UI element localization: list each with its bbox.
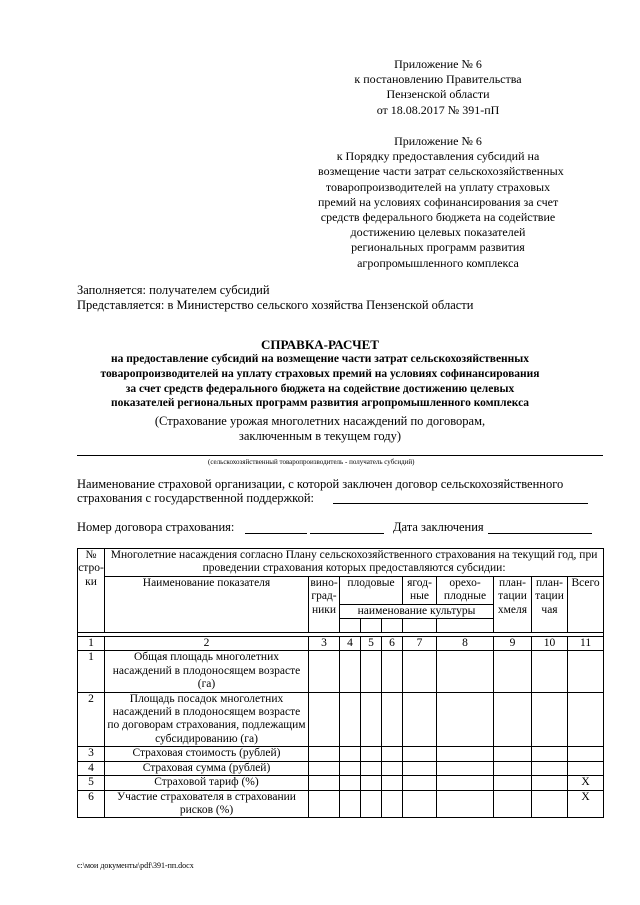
contract-number-line-a[interactable]	[245, 533, 307, 534]
crop-cell[interactable]	[403, 619, 437, 633]
total-cell[interactable]	[568, 761, 604, 775]
hops-header: план-тации хмеля	[494, 576, 532, 632]
data-cell[interactable]	[361, 790, 382, 818]
insurer-label-line1: Наименование страховой организации, с которой заключен договор сельскохозяйственного	[77, 477, 564, 491]
contract-number-line-b[interactable]	[310, 533, 384, 534]
data-cell[interactable]	[494, 747, 532, 761]
data-cell[interactable]	[382, 761, 403, 775]
appendix-to-resolution	[318, 57, 558, 118]
data-cell[interactable]	[437, 747, 494, 761]
data-cell[interactable]	[532, 761, 568, 775]
appendix-line: от 18.08.2017 № 391-пП	[376, 102, 500, 117]
row-number: 5	[78, 776, 105, 790]
appendix-line: премий на условиях софинансирования за счет	[318, 194, 559, 209]
row-number: 4	[78, 761, 105, 775]
data-cell[interactable]	[494, 651, 532, 692]
data-cell[interactable]	[309, 761, 340, 775]
data-cell[interactable]	[309, 651, 340, 692]
grapes-header: вино-град-ники	[309, 576, 340, 632]
appendix-line: Пензенской области	[386, 87, 490, 102]
filled-by-note: Заполняется: получателем субсидий	[77, 283, 270, 297]
data-cell[interactable]	[494, 692, 532, 747]
data-cell[interactable]	[340, 761, 361, 775]
data-cell[interactable]	[361, 651, 382, 692]
insurance-type-line: заключенным в текущем году)	[238, 429, 402, 443]
data-cell[interactable]	[403, 747, 437, 761]
table-row	[78, 651, 604, 692]
subtitle-line: за счет средств федерального бюджета на содействие достижению целевых	[125, 382, 515, 395]
document-title: СПРАВКА-РАСЧЕТ	[261, 337, 379, 352]
data-cell[interactable]	[494, 790, 532, 818]
data-cell[interactable]	[532, 692, 568, 747]
data-cell[interactable]	[382, 790, 403, 818]
insurer-input-line[interactable]	[333, 503, 588, 504]
data-cell[interactable]	[437, 776, 494, 790]
data-cell[interactable]	[361, 776, 382, 790]
crop-cell[interactable]	[382, 619, 403, 633]
row-indicator: Страховая стоимость (рублей)	[105, 747, 309, 761]
total-cell[interactable]	[568, 692, 604, 747]
col-number: 6	[382, 637, 403, 651]
data-cell[interactable]	[403, 692, 437, 747]
row-indicator: Страховая сумма (рублей)	[105, 761, 309, 775]
col-number: 9	[494, 637, 532, 651]
insurance-type-line: (Страхование урожая многолетних насаждений по договорам,	[154, 414, 486, 428]
data-cell[interactable]	[382, 747, 403, 761]
table-row	[78, 747, 604, 761]
data-cell[interactable]	[382, 692, 403, 747]
appendix-line: возмещение части затрат сельскохозяйственных	[318, 164, 564, 179]
producer-input-line[interactable]	[77, 455, 603, 456]
data-cell[interactable]	[437, 651, 494, 692]
col-number: 5	[361, 637, 382, 651]
appendix-line: агропромышленного комплекса	[357, 255, 519, 270]
col-number: 11	[568, 637, 604, 651]
row-number: 3	[78, 747, 105, 761]
row-indicator: Площадь посадок многолетних насаждений в плодоносящем возрасте по договорам страхования, подлежащим субсидированию (га)	[105, 692, 309, 747]
total-cell: Х	[568, 790, 604, 818]
contract-date-label: Дата заключения	[393, 520, 484, 534]
data-cell[interactable]	[437, 761, 494, 775]
tea-header: план-тации чая	[532, 576, 568, 632]
data-cell[interactable]	[382, 776, 403, 790]
data-cell[interactable]	[361, 747, 382, 761]
row-indicator: Общая площадь многолетних насаждений в плодоносящем возрасте (га)	[105, 651, 309, 692]
appendix-to-procedure	[318, 134, 564, 271]
submitted-to-note: Представляется: в Министерство сельского хозяйства Пензенской области	[77, 298, 474, 312]
total-header: Всего	[568, 576, 604, 632]
crop-cell[interactable]	[340, 619, 361, 633]
col-number: 1	[78, 637, 105, 651]
subtitle-line: товаропроизводителей на уплату страховых премий на условиях софинансирования	[100, 367, 540, 380]
crop-cell[interactable]	[361, 619, 382, 633]
data-cell[interactable]	[340, 651, 361, 692]
appendix-line: к постановлению Правительства	[354, 72, 522, 87]
data-cell[interactable]	[403, 651, 437, 692]
data-cell[interactable]	[403, 761, 437, 775]
data-cell[interactable]	[532, 651, 568, 692]
data-cell[interactable]	[340, 692, 361, 747]
crop-cell[interactable]	[437, 619, 494, 633]
contract-date-line[interactable]	[488, 533, 592, 534]
data-cell[interactable]	[309, 790, 340, 818]
row-indicator: Участие страхователя в страховании рисков (%)	[105, 790, 309, 818]
data-cell[interactable]	[403, 776, 437, 790]
subtitle-line: показателей региональных программ развития агропромышленного комплекса	[110, 397, 530, 410]
appendix-line: Приложение № 6	[394, 57, 482, 71]
table-row	[78, 776, 604, 790]
group-header: Многолетние насаждения согласно Плану сельскохозяйственного страхования на текущий год, при проведении страхования которых предоставляются субсидии:	[105, 549, 604, 577]
data-cell[interactable]	[309, 747, 340, 761]
contract-number-label: Номер договора страхования:	[77, 520, 235, 534]
fruit-header: плодовые	[340, 576, 403, 604]
data-cell[interactable]	[403, 790, 437, 818]
total-cell[interactable]	[568, 651, 604, 692]
appendix-line: региональных программ развития	[351, 240, 525, 255]
data-cell[interactable]	[437, 692, 494, 747]
column-number-row	[78, 637, 604, 651]
data-cell[interactable]	[361, 692, 382, 747]
data-cell[interactable]	[340, 776, 361, 790]
total-cell: Х	[568, 776, 604, 790]
col-number: 8	[437, 637, 494, 651]
appendix-line: к Порядку предоставления субсидий на	[336, 149, 540, 164]
table-row	[78, 692, 604, 747]
data-cell[interactable]	[532, 747, 568, 761]
indicator-header: Наименование показателя	[105, 576, 309, 632]
data-cell[interactable]	[382, 651, 403, 692]
col-number: 10	[532, 637, 568, 651]
insurer-label-line2: страхования с государственной поддержкой:	[77, 491, 314, 505]
data-cell[interactable]	[532, 776, 568, 790]
row-indicator: Страховой тариф (%)	[105, 776, 309, 790]
table-row	[78, 790, 604, 818]
subtitle-line: на предоставление субсидий на возмещение части затрат сельскохозяйственных	[110, 353, 530, 365]
nut-header: орехо-плодные	[437, 576, 494, 604]
data-cell[interactable]	[309, 692, 340, 747]
appendix-line: достижению целевых показателей	[350, 225, 526, 240]
col-number: 7	[403, 637, 437, 651]
row-number: 2	[78, 692, 105, 747]
file-path-footer: c:\мои документы\pdf\391-пп.docx	[77, 861, 194, 870]
col-number: 4	[340, 637, 361, 651]
row-number: 1	[78, 651, 105, 692]
crop-name-header: наименование культуры	[340, 604, 494, 618]
total-cell[interactable]	[568, 747, 604, 761]
calculation-table	[77, 548, 604, 818]
insurance-type	[100, 414, 540, 444]
data-cell[interactable]	[361, 761, 382, 775]
producer-caption: (сельскохозяйственный товаропроизводитель - получатель субсидий)	[208, 458, 415, 466]
data-cell[interactable]	[494, 776, 532, 790]
appendix-line: средств федерального бюджета на содействие	[320, 210, 556, 225]
data-cell[interactable]	[494, 761, 532, 775]
data-cell[interactable]	[532, 790, 568, 818]
col-number: 2	[105, 637, 309, 651]
col-number: 3	[309, 637, 340, 651]
row-number-header: № стро-ки	[78, 549, 105, 633]
data-cell[interactable]	[437, 790, 494, 818]
document-subtitle	[60, 352, 580, 411]
row-number: 6	[78, 790, 105, 818]
data-cell[interactable]	[340, 747, 361, 761]
appendix-line: товаропроизводителей на уплату страховых	[325, 179, 551, 194]
data-cell[interactable]	[309, 776, 340, 790]
data-cell[interactable]	[340, 790, 361, 818]
table-row	[78, 761, 604, 775]
appendix-line: Приложение № 6	[394, 134, 482, 148]
berry-header: ягод-ные	[403, 576, 437, 604]
